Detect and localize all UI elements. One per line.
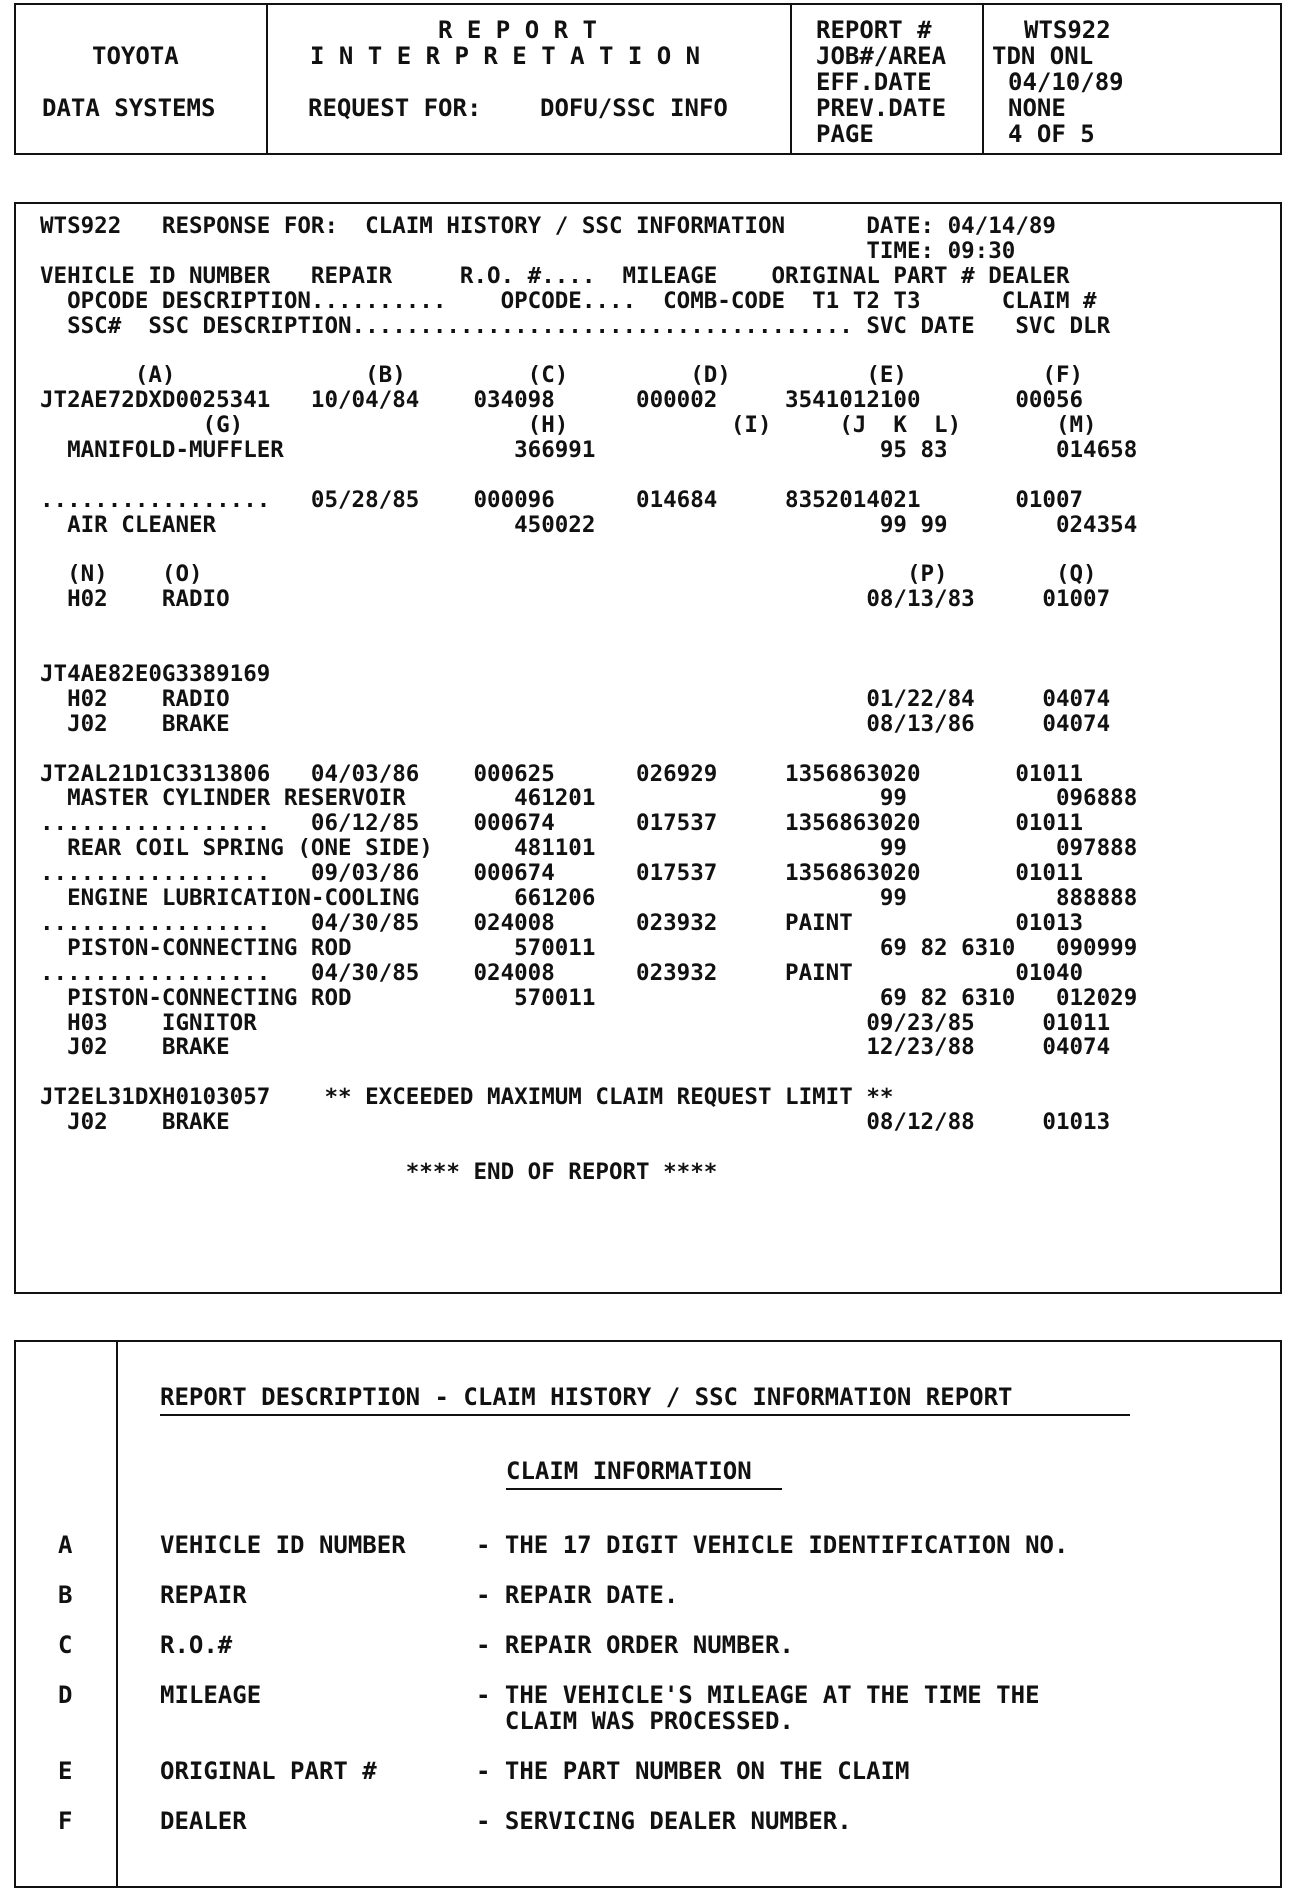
report-description bbox=[14, 1340, 1282, 1888]
label-report-number: REPORT # bbox=[816, 16, 932, 44]
item-desc: - THE VEHICLE'S MILEAGE AT THE TIME THE bbox=[476, 1681, 1040, 1709]
title-cell bbox=[268, 5, 792, 153]
report-line: JT2EL31DXH0103057 ** EXCEEDED MAXIMUM CLAIM REQUEST LIMIT ** bbox=[40, 1084, 894, 1111]
claim-history-report bbox=[14, 202, 1282, 1294]
report-line: ................. 04/30/85 024008 023932 PAINT 01040 bbox=[40, 959, 1084, 986]
report-line: J02 BRAKE 08/13/86 04074 bbox=[40, 710, 1111, 737]
report-line: H02 RADIO 01/22/84 04074 bbox=[40, 685, 1111, 712]
report-line bbox=[40, 1135, 1137, 1160]
report-line: PISTON-CONNECTING ROD 570011 69 82 6310 012029 bbox=[40, 984, 1138, 1011]
report-line: JT2AE72DXD0025341 10/04/84 034098 000002 3541012100 00056 bbox=[40, 387, 1084, 414]
report-line: VEHICLE ID NUMBER REPAIR R.O. #.... MILEAGE ORIGINAL PART # DEALER bbox=[40, 262, 1070, 289]
item-field: MILEAGE bbox=[160, 1681, 262, 1709]
item-key: A bbox=[58, 1531, 73, 1559]
value-page: 4 OF 5 bbox=[1008, 120, 1095, 148]
description-title: REPORT DESCRIPTION - CLAIM HISTORY / SSC INFORMATION REPORT bbox=[160, 1383, 1013, 1411]
report-line: ENGINE LUBRICATION-COOLING 661206 99 888888 bbox=[40, 885, 1138, 912]
report-line: PISTON-CONNECTING ROD 570011 69 82 6310 090999 bbox=[40, 934, 1138, 961]
item-field: VEHICLE ID NUMBER bbox=[160, 1531, 406, 1559]
header-values-cell bbox=[984, 5, 1280, 153]
report-line: OPCODE DESCRIPTION.......... OPCODE.... COMB-CODE T1 T2 T3 CLAIM # bbox=[40, 287, 1097, 314]
label-prev-date: PREV.DATE bbox=[816, 94, 947, 122]
item-desc-continued: CLAIM WAS PROCESSED. bbox=[476, 1707, 794, 1735]
item-key: C bbox=[58, 1631, 73, 1659]
title-line-2: I N T E R P R E T A T I O N bbox=[310, 42, 701, 70]
report-line: TIME: 09:30 bbox=[40, 237, 1016, 264]
report-body bbox=[40, 214, 1137, 1185]
title-line-1: R E P O R T bbox=[438, 16, 597, 44]
description-subtitle: CLAIM INFORMATION bbox=[506, 1457, 752, 1485]
label-page: PAGE bbox=[816, 120, 874, 148]
report-line: ................. 04/30/85 024008 023932 PAINT 01013 bbox=[40, 909, 1084, 936]
request-value: DOFU/SSC INFO bbox=[540, 94, 728, 122]
report-line: (N) (O) (P) (Q) bbox=[40, 561, 1097, 588]
report-line: **** END OF REPORT **** bbox=[40, 1158, 718, 1185]
item-field: DEALER bbox=[160, 1807, 247, 1835]
item-field: ORIGINAL PART # bbox=[160, 1757, 377, 1785]
report-line: SSC# SSC DESCRIPTION..................................... SVC DATE SVC DLR bbox=[40, 312, 1111, 339]
report-line bbox=[40, 338, 1137, 363]
report-line bbox=[40, 612, 1137, 637]
report-line bbox=[40, 1060, 1137, 1085]
item-key: B bbox=[58, 1581, 73, 1609]
value-eff-date: 04/10/89 bbox=[1008, 68, 1124, 96]
report-line: (A) (B) (C) (D) (E) (F) bbox=[40, 362, 1084, 389]
report-line: JT4AE82E0G3389169 bbox=[40, 661, 271, 688]
report-line: AIR CLEANER 450022 99 99 024354 bbox=[40, 511, 1138, 538]
description-subtitle-underline bbox=[506, 1488, 782, 1490]
report-line: ................. 09/03/86 000674 017537 1356863020 01011 bbox=[40, 860, 1084, 887]
value-report-number: WTS922 bbox=[1024, 16, 1111, 44]
item-key: F bbox=[58, 1807, 73, 1835]
report-line bbox=[40, 737, 1137, 762]
item-field: REPAIR bbox=[160, 1581, 247, 1609]
request-label: REQUEST FOR: bbox=[308, 94, 482, 122]
report-line: J02 BRAKE 12/23/88 04074 bbox=[40, 1034, 1111, 1061]
item-field: R.O.# bbox=[160, 1631, 233, 1659]
item-key: D bbox=[58, 1681, 73, 1709]
brand-cell bbox=[16, 5, 268, 153]
item-desc: - SERVICING DEALER NUMBER. bbox=[476, 1807, 852, 1835]
brand-line-1: TOYOTA bbox=[92, 42, 179, 70]
report-header bbox=[14, 3, 1282, 155]
report-line bbox=[40, 463, 1137, 488]
report-line: MASTER CYLINDER RESERVOIR 461201 99 096888 bbox=[40, 785, 1138, 812]
item-desc: - REPAIR ORDER NUMBER. bbox=[476, 1631, 794, 1659]
report-line: JT2AL21D1C3313806 04/03/86 000625 026929 1356863020 01011 bbox=[40, 760, 1084, 787]
report-line: (G) (H) (I) (J K L) (M) bbox=[40, 412, 1097, 439]
report-line: MANIFOLD-MUFFLER 366991 95 83 014658 bbox=[40, 437, 1138, 464]
report-line: ................. 06/12/85 000674 017537 1356863020 01011 bbox=[40, 810, 1084, 837]
label-job-area: JOB#/AREA bbox=[816, 42, 947, 70]
label-eff-date: EFF.DATE bbox=[816, 68, 932, 96]
brand-line-2: DATA SYSTEMS bbox=[42, 94, 216, 122]
item-desc: - REPAIR DATE. bbox=[476, 1581, 679, 1609]
report-line bbox=[40, 538, 1137, 563]
report-line bbox=[40, 637, 1137, 662]
report-line: J02 BRAKE 08/12/88 01013 bbox=[40, 1109, 1111, 1136]
value-prev-date: NONE bbox=[1008, 94, 1066, 122]
report-line: REAR COIL SPRING (ONE SIDE) 481101 99 097888 bbox=[40, 835, 1138, 862]
value-job-area: TDN ONL bbox=[992, 42, 1094, 70]
report-line: WTS922 RESPONSE FOR: CLAIM HISTORY / SSC INFORMATION DATE: 04/14/89 bbox=[40, 213, 1056, 239]
description-title-underline bbox=[160, 1414, 1130, 1416]
key-column-divider bbox=[116, 1342, 118, 1886]
item-desc: - THE 17 DIGIT VEHICLE IDENTIFICATION NO. bbox=[476, 1531, 1069, 1559]
report-line: H03 IGNITOR 09/23/85 01011 bbox=[40, 1009, 1111, 1036]
header-labels-cell bbox=[792, 5, 984, 153]
item-desc: - THE PART NUMBER ON THE CLAIM bbox=[476, 1757, 910, 1785]
report-line: H02 RADIO 08/13/83 01007 bbox=[40, 586, 1111, 613]
item-key: E bbox=[58, 1757, 73, 1785]
report-line: ................. 05/28/85 000096 014684 8352014021 01007 bbox=[40, 486, 1084, 513]
